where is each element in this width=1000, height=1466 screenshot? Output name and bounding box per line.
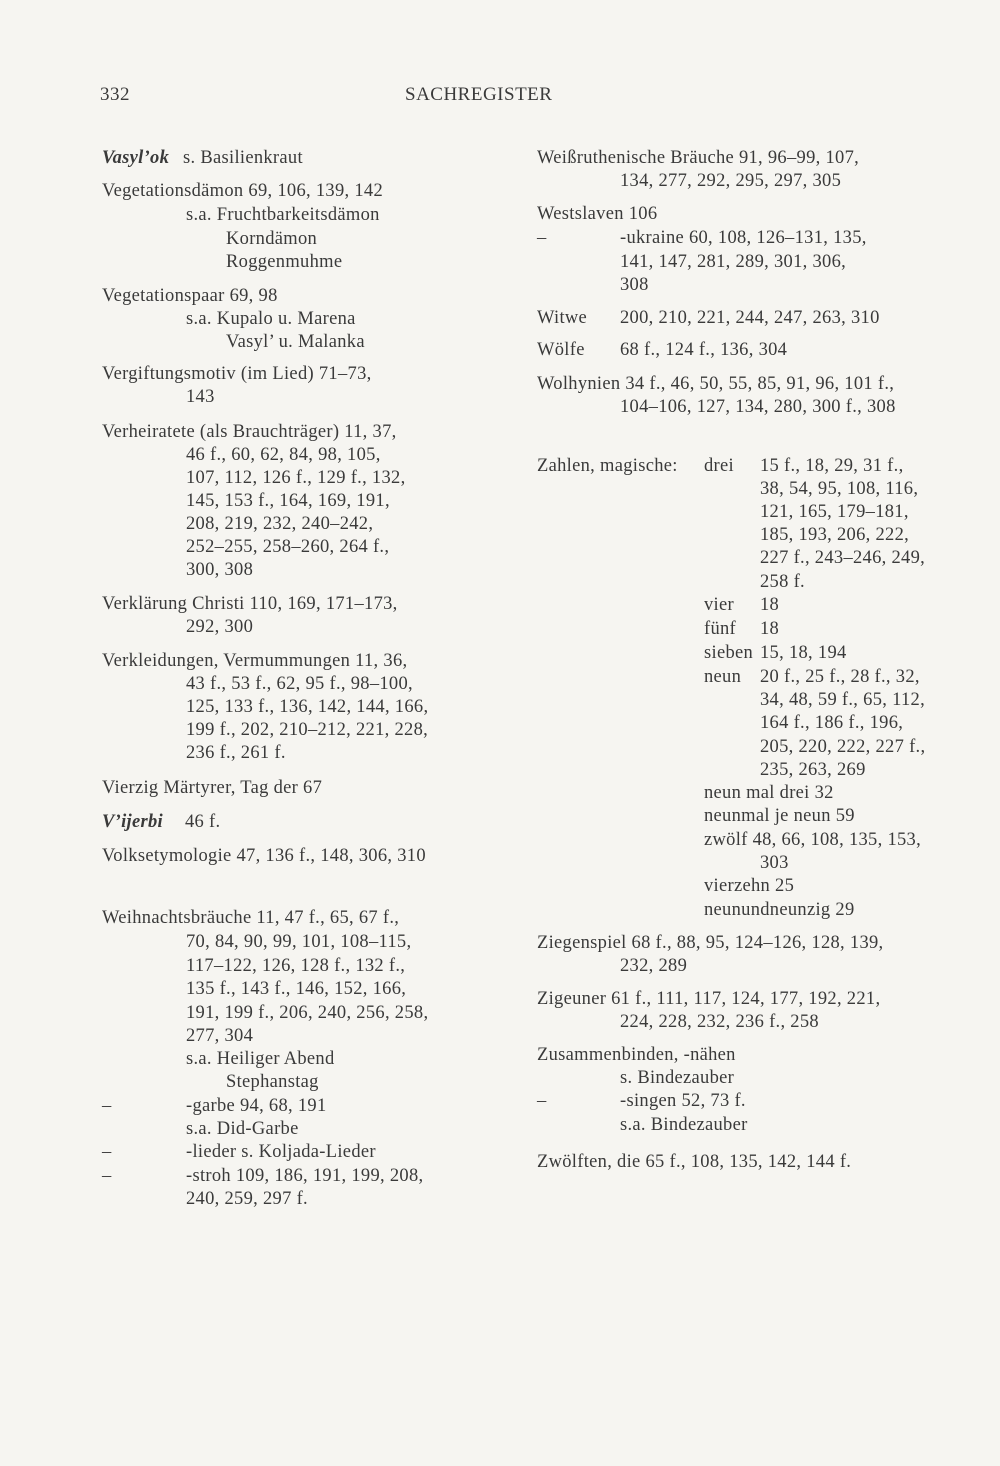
index-line: Vegetationspaar 69, 98 [102, 286, 278, 306]
index-line: 70, 84, 90, 99, 101, 108–115, [186, 932, 412, 952]
index-term: V’ijerbi [102, 812, 163, 832]
index-line: 38, 54, 95, 108, 116, [760, 479, 919, 499]
index-line: 232, 289 [620, 956, 688, 976]
index-line: -singen 52, 73 f. [620, 1091, 746, 1111]
index-refs: 59 [835, 806, 855, 826]
page-number: 332 [100, 84, 130, 105]
index-line: -ukraine 60, 108, 126–131, 135, [620, 228, 867, 248]
index-line: Verkleidungen, Vermummungen 11, 36, [102, 651, 408, 671]
index-line: 18 [760, 595, 780, 615]
repeat-dash: – [537, 228, 547, 248]
index-line: Zusammenbinden, -nähen [537, 1045, 736, 1065]
index-line: 46 f. [185, 812, 221, 832]
number-word: vier [704, 595, 734, 615]
index-line: Verklärung Christi 110, 169, 171–173, [102, 594, 398, 614]
index-line: 235, 263, 269 [760, 760, 866, 780]
index-line: 258 f. [760, 572, 805, 592]
index-line: 224, 228, 232, 236 f., 258 [620, 1012, 819, 1032]
number-entry [704, 804, 855, 828]
index-line: 121, 165, 179–181, [760, 502, 909, 522]
index-line: Wolhynien 34 f., 46, 50, 55, 85, 91, 96, 101 f., [537, 374, 895, 394]
index-line: 164 f., 186 f., 196, [760, 713, 904, 733]
number-word: neunundneunzig [704, 900, 831, 920]
index-line: 205, 220, 222, 227 f., [760, 737, 926, 757]
index-line: s.a. Bindezauber [620, 1115, 748, 1135]
number-word: neun [704, 667, 742, 687]
number-word: zwölf [704, 830, 748, 850]
index-line: -stroh 109, 186, 191, 199, 208, [186, 1166, 424, 1186]
index-line: 20 f., 25 f., 28 f., 32, [760, 667, 920, 687]
index-line: 240, 259, 297 f. [186, 1189, 308, 1209]
number-entry [704, 874, 794, 898]
index-line: 68 f., 124 f., 136, 304 [620, 340, 788, 360]
number-word: neunmal je neun [704, 806, 831, 826]
index-line: -lieder s. Koljada-Lieder [186, 1142, 376, 1162]
number-word: drei [704, 456, 734, 476]
index-line: Vasyl’ u. Malanka [226, 332, 365, 352]
index-line: 145, 153 f., 164, 169, 191, [186, 491, 390, 511]
index-line: s.a. Did-Garbe [186, 1119, 299, 1139]
index-line: 135 f., 143 f., 146, 152, 166, [186, 979, 407, 999]
index-line: 107, 112, 126 f., 129 f., 132, [186, 468, 406, 488]
index-line: Zigeuner 61 f., 111, 117, 124, 177, 192, 221, [537, 989, 881, 1009]
index-line: s. Basilienkraut [183, 148, 303, 168]
index-line: Vierzig Märtyrer, Tag der 67 [102, 778, 323, 798]
index-refs: 32 [814, 783, 834, 803]
repeat-dash: – [537, 1091, 547, 1111]
index-line: 15, 18, 194 [760, 643, 847, 663]
index-line: s.a. Heiliger Abend [186, 1049, 335, 1069]
index-line: 303 [760, 853, 789, 873]
index-line: 292, 300 [186, 617, 254, 637]
index-refs: 25 [775, 876, 795, 896]
index-line: Stephanstag [226, 1072, 319, 1092]
index-line: 104–106, 127, 134, 280, 300 f., 308 [620, 397, 896, 417]
index-line: 208, 219, 232, 240–242, [186, 514, 374, 534]
index-line: 125, 133 f., 136, 142, 144, 166, [186, 697, 429, 717]
index-line: s.a. Fruchtbarkeitsdämon [186, 205, 380, 225]
number-word: vierzehn [704, 876, 771, 896]
index-term: Witwe [537, 308, 588, 328]
index-line: s. Bindezauber [620, 1068, 735, 1088]
number-entry [704, 781, 834, 805]
index-term: Vasyl’ok [102, 148, 170, 168]
index-line: s.a. Kupalo u. Marena [186, 309, 356, 329]
index-term: Zahlen, magische: [537, 456, 678, 476]
index-line: Zwölften, die 65 f., 108, 135, 142, 144 f. [537, 1152, 852, 1172]
index-line: 18 [760, 619, 780, 639]
number-word: fünf [704, 619, 737, 639]
index-line: Vegetationsdämon 69, 106, 139, 142 [102, 181, 383, 201]
index-line: 200, 210, 221, 244, 247, 263, 310 [620, 308, 880, 328]
index-line: 143 [186, 387, 215, 407]
index-line: 15 f., 18, 29, 31 f., [760, 456, 904, 476]
index-line: Korndämon [226, 229, 318, 249]
number-word: sieben [704, 643, 754, 663]
number-entry [704, 898, 855, 922]
index-line: 199 f., 202, 210–212, 221, 228, [186, 720, 429, 740]
number-word: neun mal drei [704, 783, 810, 803]
index-line: 117–122, 126, 128 f., 132 f., [186, 956, 406, 976]
index-line: 43 f., 53 f., 62, 95 f., 98–100, [186, 674, 413, 694]
index-line: Ziegenspiel 68 f., 88, 95, 124–126, 128, 139, [537, 933, 884, 953]
number-entry [704, 828, 921, 852]
index-line: 34, 48, 59 f., 65, 112, [760, 690, 925, 710]
index-line: Roggenmuhme [226, 252, 343, 272]
index-line: Vergiftungsmotiv (im Lied) 71–73, [102, 364, 372, 384]
index-line: 277, 304 [186, 1026, 254, 1046]
index-refs: 29 [835, 900, 855, 920]
index-line: Volksetymologie 47, 136 f., 148, 306, 310 [102, 846, 426, 866]
index-line: Weißruthenische Bräuche 91, 96–99, 107, [537, 148, 860, 168]
index-line: Weihnachtsbräuche 11, 47 f., 65, 67 f., [102, 908, 400, 928]
running-title: SACHREGISTER [405, 84, 553, 105]
index-line: Verheiratete (als Brauchträger) 11, 37, [102, 422, 397, 442]
index-line: 185, 193, 206, 222, [760, 525, 910, 545]
index-line: 236 f., 261 f. [186, 743, 286, 763]
index-refs: 48, 66, 108, 135, 153, [752, 830, 922, 850]
index-term: Wölfe [537, 340, 585, 360]
index-line: 134, 277, 292, 295, 297, 305 [620, 171, 842, 191]
repeat-dash: – [102, 1096, 112, 1116]
index-line: Westslaven 106 [537, 204, 658, 224]
index-line: 46 f., 60, 62, 84, 98, 105, [186, 445, 381, 465]
index-line: 308 [620, 275, 649, 295]
index-line: 300, 308 [186, 560, 254, 580]
index-line: 227 f., 243–246, 249, [760, 548, 926, 568]
index-line: 141, 147, 281, 289, 301, 306, [620, 252, 847, 272]
index-line: -garbe 94, 68, 191 [186, 1096, 327, 1116]
repeat-dash: – [102, 1142, 112, 1162]
index-line: 252–255, 258–260, 264 f., [186, 537, 390, 557]
repeat-dash: – [102, 1166, 112, 1186]
index-line: 191, 199 f., 206, 240, 256, 258, [186, 1003, 429, 1023]
